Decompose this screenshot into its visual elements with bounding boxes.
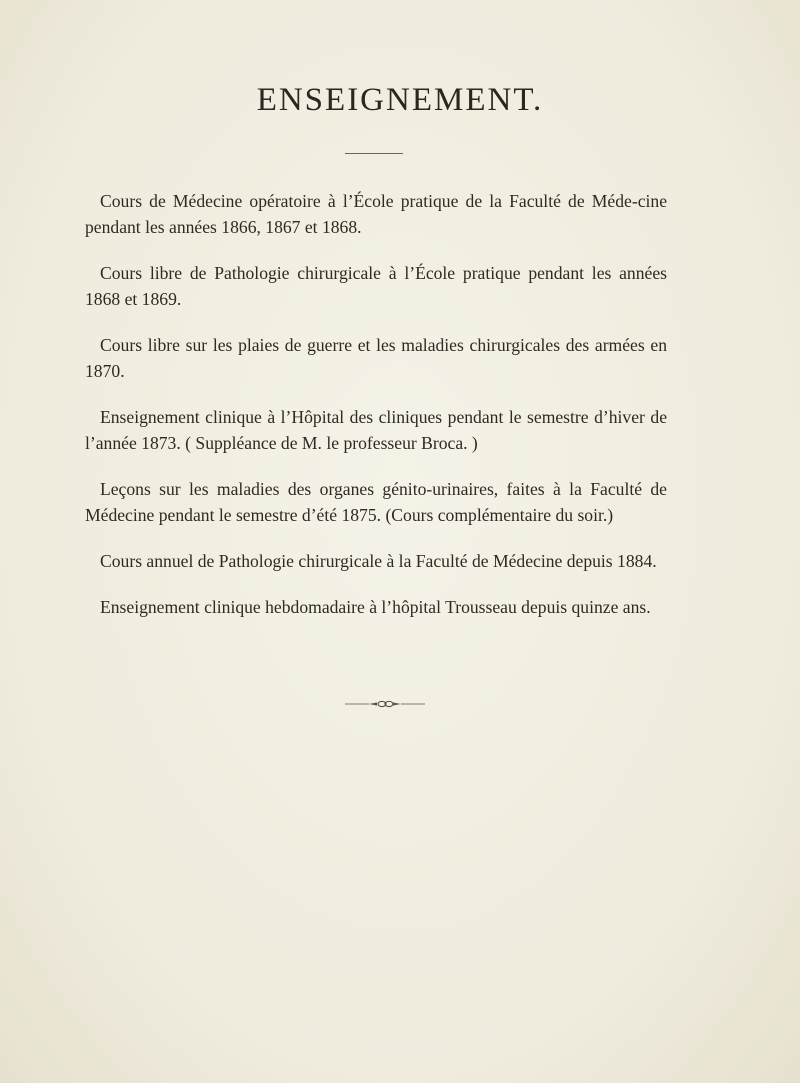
- entry-clinical-teaching-1873: Enseignement clinique à l’Hôpital des cliniques pendant le semestre d’hiver de l’année 1873. ( Suppléance de M. le professeur Broca. ): [85, 407, 667, 453]
- entry-annual-course: Cours annuel de Pathologie chirurgicale à la Faculté de Médecine depuis 1884.: [100, 551, 657, 571]
- entry-list: [85, 188, 667, 640]
- title-divider: [345, 153, 403, 154]
- entry-trousseau-clinical-teaching: Enseignement clinique hebdomadaire à l’hôpital Trousseau depuis quinze ans.: [100, 597, 651, 617]
- entry-genito-urinary-lessons: Leçons sur les maladies des organes génito-urinaires, faites à la Faculté de Médecine pendant le semestre d’été 1875. (Cours complémentaire du soir.): [85, 479, 667, 525]
- entry-war-wounds-course: Cours libre sur les plaies de guerre et les maladies chirurgicales des armées en 1870.: [85, 335, 667, 381]
- entry-surgical-pathology-free-course: Cours libre de Pathologie chirurgicale à l’École pratique pendant les années 1868 et 1869.: [85, 263, 667, 309]
- end-ornament-icon: [345, 699, 425, 709]
- page-title: ENSEIGNEMENT.: [256, 82, 544, 118]
- entry-operative-medicine: Cours de Médecine opératoire à l’École pratique de la Faculté de Méde-cine pendant les années 1866, 1867 et 1868.: [85, 191, 667, 237]
